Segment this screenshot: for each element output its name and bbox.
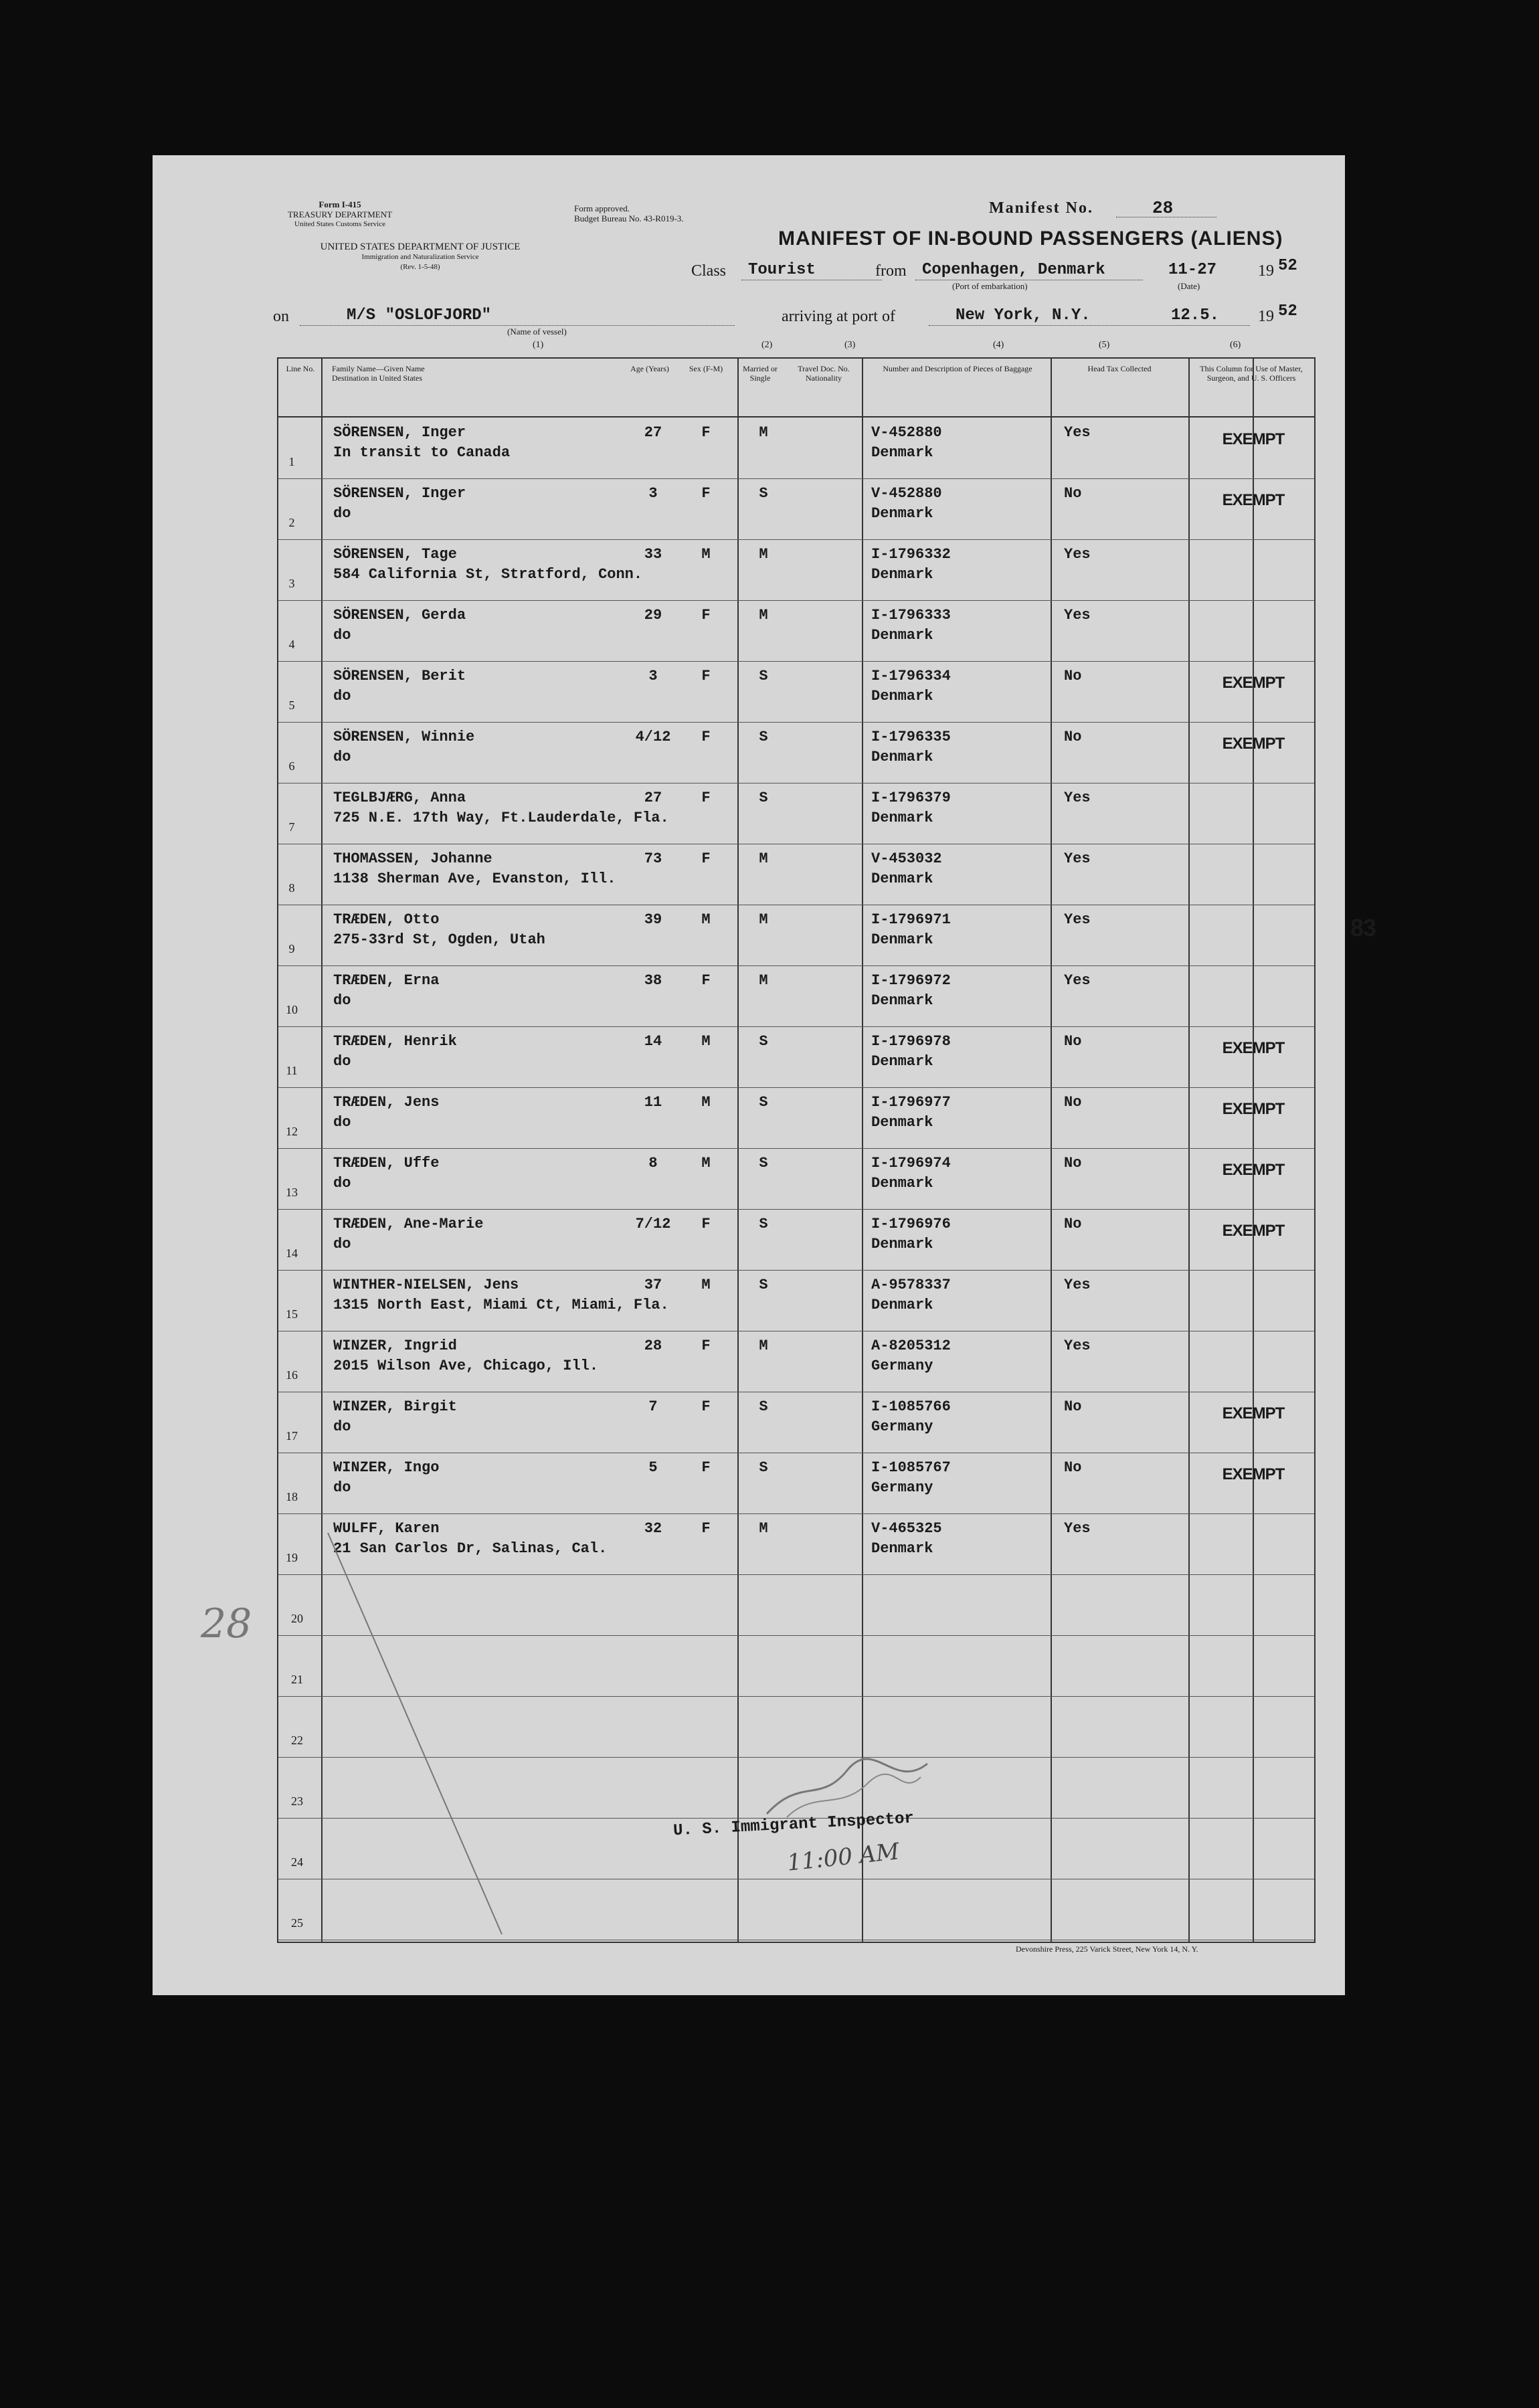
rev-label: (Rev. 1-5-48) xyxy=(400,263,440,271)
passenger-sex: F xyxy=(701,485,711,502)
passenger-sex: F xyxy=(701,1459,711,1476)
passenger-age: 5 xyxy=(648,1459,658,1476)
passenger-marital: M xyxy=(759,972,768,989)
passenger-destination: In transit to Canada xyxy=(333,444,511,461)
head-tax: Yes xyxy=(1064,1277,1091,1293)
column-divider xyxy=(737,359,739,1942)
passenger-destination: do xyxy=(333,1479,351,1496)
line-number: 18 xyxy=(286,1490,298,1503)
passenger-sex: M xyxy=(701,911,711,928)
passenger-marital: S xyxy=(759,1155,768,1172)
head-tax: Yes xyxy=(1064,850,1091,867)
passenger-sex: F xyxy=(701,1216,711,1232)
head-tax: No xyxy=(1064,1094,1082,1111)
year2-suffix: 52 xyxy=(1278,302,1297,320)
column-number: (2) xyxy=(761,340,773,350)
exempt-stamp: EXEMPT xyxy=(1222,491,1285,509)
officer-number: 83 xyxy=(1350,914,1376,941)
passenger-marital: S xyxy=(759,790,768,806)
head-tax: Yes xyxy=(1064,1337,1091,1354)
line-number: 20 xyxy=(291,1612,303,1625)
passenger-destination: 1138 Sherman Ave, Evanston, Ill. xyxy=(333,870,616,887)
class-label: Class xyxy=(691,262,727,280)
passenger-name: SÖRENSEN, Inger xyxy=(333,485,466,502)
nationality: Denmark xyxy=(871,1175,933,1192)
passenger-name: WINTHER-NIELSEN, Jens xyxy=(333,1277,519,1293)
passenger-sex: F xyxy=(701,424,711,441)
passenger-sex: M xyxy=(701,546,711,563)
col-head-line: Line No. xyxy=(286,364,315,373)
line-number: 12 xyxy=(286,1125,298,1138)
row-divider xyxy=(278,661,1314,662)
passenger-destination: do xyxy=(333,1114,351,1131)
vessel-value: M/S "OSLOFJORD" xyxy=(347,306,492,325)
passenger-marital: S xyxy=(759,1398,768,1415)
treasury-label: TREASURY DEPARTMENT xyxy=(287,209,393,219)
travel-doc-no: I-1796335 xyxy=(871,729,951,745)
head-tax: No xyxy=(1064,1155,1082,1172)
col-head-name xyxy=(332,364,506,383)
passenger-age: 27 xyxy=(644,790,662,806)
passenger-name: TRÆDEN, Jens xyxy=(333,1094,440,1111)
passenger-marital: M xyxy=(759,607,768,624)
row-divider xyxy=(278,478,1314,479)
col-head-married: Married or Single xyxy=(743,364,778,383)
manifest-page xyxy=(153,155,1376,1995)
nationality: Denmark xyxy=(871,688,933,705)
passenger-marital: S xyxy=(759,1094,768,1111)
passenger-age: 3 xyxy=(648,668,658,684)
arriving-label: arriving at port of xyxy=(782,308,895,325)
line-number: 16 xyxy=(286,1368,298,1382)
line-number: 5 xyxy=(288,699,295,712)
passenger-name: WINZER, Ingo xyxy=(333,1459,440,1476)
col-head-destination: Destination in United States xyxy=(332,373,422,383)
line-number: 10 xyxy=(286,1003,298,1016)
passenger-age: 73 xyxy=(644,850,662,867)
row-divider xyxy=(278,1026,1314,1027)
col-head-officers: This Column for Use of Master, Surgeon, and U. S. Officers xyxy=(1200,364,1303,383)
depart-date: 11-27 xyxy=(1168,261,1217,279)
passenger-marital: M xyxy=(759,1520,768,1537)
inspector-signature xyxy=(760,1750,934,1824)
nationality: Denmark xyxy=(871,931,933,948)
nationality: Denmark xyxy=(871,444,933,461)
row-divider xyxy=(278,965,1314,966)
passenger-destination: do xyxy=(333,688,351,705)
exempt-stamp: EXEMPT xyxy=(1222,674,1285,692)
vessel-line xyxy=(300,325,735,326)
passenger-name: TRÆDEN, Erna xyxy=(333,972,440,989)
from-value: Copenhagen, Denmark xyxy=(922,261,1105,279)
nationality: Germany xyxy=(871,1418,933,1435)
exempt-stamp: EXEMPT xyxy=(1222,1039,1285,1057)
head-tax: No xyxy=(1064,1033,1082,1050)
travel-doc-no: I-1796972 xyxy=(871,972,951,989)
passenger-name: TRÆDEN, Ane-Marie xyxy=(333,1216,484,1232)
nationality: Germany xyxy=(871,1358,933,1374)
passenger-name: TRÆDEN, Henrik xyxy=(333,1033,457,1050)
passenger-destination: do xyxy=(333,505,351,522)
travel-doc-no: I-1796379 xyxy=(871,790,951,806)
unused-lines-strike xyxy=(321,1526,509,1941)
col-head-age: Age (Years) xyxy=(630,364,669,373)
on-label: on xyxy=(273,308,289,325)
passenger-sex: M xyxy=(701,1277,711,1293)
passenger-sex: F xyxy=(701,1398,711,1415)
passenger-destination: 584 California St, Stratford, Conn. xyxy=(333,566,643,583)
passenger-destination: do xyxy=(333,1418,351,1435)
head-tax: Yes xyxy=(1064,911,1091,928)
passenger-marital: S xyxy=(759,1459,768,1476)
line-number: 3 xyxy=(288,577,295,590)
justice-block xyxy=(273,242,567,272)
row-divider xyxy=(278,600,1314,601)
inspector-time: 11:00 AM xyxy=(786,1838,901,1877)
exempt-stamp: EXEMPT xyxy=(1222,1222,1285,1240)
exempt-stamp: EXEMPT xyxy=(1222,1161,1285,1179)
travel-doc-no: I-1085766 xyxy=(871,1398,951,1415)
row-divider xyxy=(278,539,1314,540)
head-tax: No xyxy=(1064,729,1082,745)
exempt-stamp: EXEMPT xyxy=(1222,1100,1285,1118)
travel-doc-no: I-1796332 xyxy=(871,546,951,563)
nationality: Denmark xyxy=(871,870,933,887)
passenger-marital: S xyxy=(759,1216,768,1232)
line-number: 1 xyxy=(288,455,295,468)
travel-doc-no: I-1796978 xyxy=(871,1033,951,1050)
col-head-sex: Sex (F-M) xyxy=(689,364,723,373)
passenger-age: 27 xyxy=(644,424,662,441)
passenger-name: SÖRENSEN, Tage xyxy=(333,546,457,563)
column-number: (4) xyxy=(993,340,1004,350)
year2-prefix: 19 xyxy=(1258,308,1274,325)
passenger-destination: 725 N.E. 17th Way, Ft.Lauderdale, Fla. xyxy=(333,810,669,826)
date-note: (Date) xyxy=(1178,281,1200,291)
row-divider xyxy=(278,1513,1314,1514)
line-number: 17 xyxy=(286,1429,298,1443)
passenger-destination: 21 San Carlos Dr, Salinas, Cal. xyxy=(333,1540,608,1557)
line-number: 24 xyxy=(291,1855,303,1869)
line-number: 8 xyxy=(288,881,295,895)
column-divider xyxy=(862,359,863,1942)
passenger-age: 3 xyxy=(648,485,658,502)
column-divider xyxy=(1253,359,1254,1942)
nationality: Denmark xyxy=(871,992,933,1009)
passenger-name: SÖRENSEN, Winnie xyxy=(333,729,475,745)
passenger-destination: do xyxy=(333,1053,351,1070)
line-number: 25 xyxy=(291,1916,303,1930)
line-number: 21 xyxy=(291,1673,303,1686)
passenger-sex: F xyxy=(701,607,711,624)
line-number: 4 xyxy=(288,638,295,651)
passenger-age: 37 xyxy=(644,1277,662,1293)
arrival-line xyxy=(929,325,1250,326)
passenger-sex: M xyxy=(701,1033,711,1050)
passenger-name: WULFF, Karen xyxy=(333,1520,440,1537)
from-label: from xyxy=(875,262,907,280)
passenger-marital: S xyxy=(759,1277,768,1293)
passenger-marital: M xyxy=(759,424,768,441)
passenger-marital: S xyxy=(759,485,768,502)
passenger-age: 32 xyxy=(644,1520,662,1537)
head-tax: No xyxy=(1064,1216,1082,1232)
ins-label: Immigration and Naturalization Service xyxy=(361,253,479,261)
travel-doc-no: I-1796333 xyxy=(871,607,951,624)
head-tax: No xyxy=(1064,1459,1082,1476)
nationality: Denmark xyxy=(871,505,933,522)
column-number: (3) xyxy=(844,340,856,350)
form-agency-block xyxy=(246,199,434,229)
row-divider xyxy=(278,1209,1314,1210)
margin-number: 28 xyxy=(201,1600,252,1647)
travel-doc-no: I-1796976 xyxy=(871,1216,951,1232)
nationality: Denmark xyxy=(871,1053,933,1070)
passenger-destination: do xyxy=(333,749,351,765)
col-head-family-name: Family Name—Given Name xyxy=(332,364,425,373)
line-number: 23 xyxy=(291,1794,303,1808)
passenger-name: WINZER, Ingrid xyxy=(333,1337,457,1354)
line-number: 2 xyxy=(288,516,295,529)
passenger-marital: S xyxy=(759,668,768,684)
manifest-title: MANIFEST OF IN-BOUND PASSENGERS (ALIENS) xyxy=(778,227,1283,250)
column-divider xyxy=(1051,359,1052,1942)
passenger-age: 14 xyxy=(644,1033,662,1050)
travel-doc-no: I-1796974 xyxy=(871,1155,951,1172)
head-tax: Yes xyxy=(1064,607,1091,624)
row-divider xyxy=(278,722,1314,723)
passenger-destination: 2015 Wilson Ave, Chicago, Ill. xyxy=(333,1358,599,1374)
passenger-destination: do xyxy=(333,627,351,644)
head-tax: Yes xyxy=(1064,1520,1091,1537)
col-head-nationality: Nationality xyxy=(806,373,842,383)
line-number: 15 xyxy=(286,1307,298,1321)
travel-doc-no: V-453032 xyxy=(871,850,942,867)
budget-label: Budget Bureau No. 43-R019-3. xyxy=(574,213,684,223)
passenger-marital: M xyxy=(759,546,768,563)
manifest-no-label: Manifest No. xyxy=(989,199,1093,217)
nationality: Denmark xyxy=(871,1297,933,1313)
passenger-age: 38 xyxy=(644,972,662,989)
line-number: 6 xyxy=(288,759,295,773)
nationality: Denmark xyxy=(871,627,933,644)
nationality: Denmark xyxy=(871,1236,933,1253)
passenger-name: TRÆDEN, Otto xyxy=(333,911,440,928)
column-number: (6) xyxy=(1230,340,1241,350)
passenger-name: WINZER, Birgit xyxy=(333,1398,457,1415)
line-number: 11 xyxy=(286,1064,298,1077)
travel-doc-no: V-452880 xyxy=(871,485,942,502)
exempt-stamp: EXEMPT xyxy=(1222,735,1285,753)
passenger-sex: M xyxy=(701,1155,711,1172)
passenger-marital: S xyxy=(759,1033,768,1050)
passenger-destination: do xyxy=(333,1236,351,1253)
column-number: (5) xyxy=(1099,340,1110,350)
passenger-age: 39 xyxy=(644,911,662,928)
justice-label: UNITED STATES DEPARTMENT OF JUSTICE xyxy=(320,242,521,252)
col-head-baggage: Number and Description of Pieces of Baggage xyxy=(883,364,1032,373)
passenger-destination: do xyxy=(333,992,351,1009)
travel-doc-no: I-1796334 xyxy=(871,668,951,684)
row-divider xyxy=(278,1087,1314,1088)
passenger-age: 28 xyxy=(644,1337,662,1354)
row-divider xyxy=(278,1270,1314,1271)
travel-doc-no: A-9578337 xyxy=(871,1277,951,1293)
line-number: 14 xyxy=(286,1246,298,1260)
passenger-name: THOMASSEN, Johanne xyxy=(333,850,492,867)
passenger-age: 29 xyxy=(644,607,662,624)
passenger-age: 7/12 xyxy=(635,1216,671,1232)
inspector-stamp: U. S. Immigrant Inspector xyxy=(672,1809,915,1841)
nationality: Germany xyxy=(871,1479,933,1496)
vessel-note: (Name of vessel) xyxy=(507,327,567,337)
column-divider xyxy=(1188,359,1190,1942)
passenger-marital: M xyxy=(759,850,768,867)
approval-block xyxy=(574,203,684,223)
nationality: Denmark xyxy=(871,1114,933,1131)
column-number: (1) xyxy=(533,340,544,350)
passenger-name: SÖRENSEN, Berit xyxy=(333,668,466,684)
passenger-sex: F xyxy=(701,850,711,867)
passenger-destination: 275-33rd St, Ogden, Utah xyxy=(333,931,545,948)
nationality: Denmark xyxy=(871,566,933,583)
line-number: 19 xyxy=(286,1551,298,1564)
passenger-marital: M xyxy=(759,1337,768,1354)
form-number: Form I-415 xyxy=(319,199,361,209)
passenger-age: 33 xyxy=(644,546,662,563)
passenger-name: TEGLBJÆRG, Anna xyxy=(333,790,466,806)
head-tax: No xyxy=(1064,485,1082,502)
arrival-port: New York, N.Y. xyxy=(956,306,1091,325)
manifest-no-value: 28 xyxy=(1152,198,1174,218)
nationality: Denmark xyxy=(871,1540,933,1557)
passenger-name: TRÆDEN, Uffe xyxy=(333,1155,440,1172)
exempt-stamp: EXEMPT xyxy=(1222,1404,1285,1422)
line-number: 9 xyxy=(288,942,295,955)
line-number: 22 xyxy=(291,1734,303,1747)
passenger-sex: F xyxy=(701,1520,711,1537)
col-head-doc xyxy=(787,364,861,383)
row-divider xyxy=(278,1148,1314,1149)
passenger-sex: F xyxy=(701,668,711,684)
year1-prefix: 19 xyxy=(1258,262,1274,280)
passenger-destination: do xyxy=(333,1175,351,1192)
approval-label: Form approved. xyxy=(574,203,630,213)
head-tax: Yes xyxy=(1064,972,1091,989)
passenger-destination: 1315 North East, Miami Ct, Miami, Fla. xyxy=(333,1297,669,1313)
printer-credit: Devonshire Press, 225 Varick Street, New York 14, N. Y. xyxy=(1016,1944,1198,1954)
passenger-marital: S xyxy=(759,729,768,745)
line-number: 13 xyxy=(286,1186,298,1199)
passenger-name: SÖRENSEN, Gerda xyxy=(333,607,466,624)
nationality: Denmark xyxy=(871,810,933,826)
customs-label: United States Customs Service xyxy=(294,220,385,228)
col-head-tax: Head Tax Collected xyxy=(1087,364,1152,373)
passenger-sex: F xyxy=(701,790,711,806)
header-divider xyxy=(278,416,1314,418)
passenger-age: 11 xyxy=(644,1094,662,1111)
line-number: 7 xyxy=(288,820,295,834)
passenger-age: 4/12 xyxy=(635,729,671,745)
class-value: Tourist xyxy=(748,261,816,279)
travel-doc-no: V-465325 xyxy=(871,1520,942,1537)
travel-doc-no: V-452880 xyxy=(871,424,942,441)
travel-doc-no: I-1085767 xyxy=(871,1459,951,1476)
col-head-doc-no: Travel Doc. No. xyxy=(798,364,850,373)
port-embark-note: (Port of embarkation) xyxy=(952,281,1028,291)
head-tax: Yes xyxy=(1064,790,1091,806)
passenger-sex: F xyxy=(701,729,711,745)
head-tax: No xyxy=(1064,668,1082,684)
passenger-table xyxy=(277,357,1376,1943)
passenger-sex: M xyxy=(701,1094,711,1111)
exempt-stamp: EXEMPT xyxy=(1222,1465,1285,1483)
travel-doc-no: I-1796971 xyxy=(871,911,951,928)
passenger-age: 7 xyxy=(648,1398,658,1415)
head-tax: No xyxy=(1064,1398,1082,1415)
passenger-age: 8 xyxy=(648,1155,658,1172)
passenger-sex: F xyxy=(701,972,711,989)
nationality: Denmark xyxy=(871,749,933,765)
passenger-marital: M xyxy=(759,911,768,928)
travel-doc-no: I-1796977 xyxy=(871,1094,951,1111)
exempt-stamp: EXEMPT xyxy=(1222,430,1285,448)
head-tax: Yes xyxy=(1064,546,1091,563)
passenger-sex: F xyxy=(701,1337,711,1354)
arrival-date: 12.5. xyxy=(1171,306,1220,325)
passenger-name: SÖRENSEN, Inger xyxy=(333,424,466,441)
year1-suffix: 52 xyxy=(1278,257,1297,275)
travel-doc-no: A-8205312 xyxy=(871,1337,951,1354)
head-tax: Yes xyxy=(1064,424,1091,441)
